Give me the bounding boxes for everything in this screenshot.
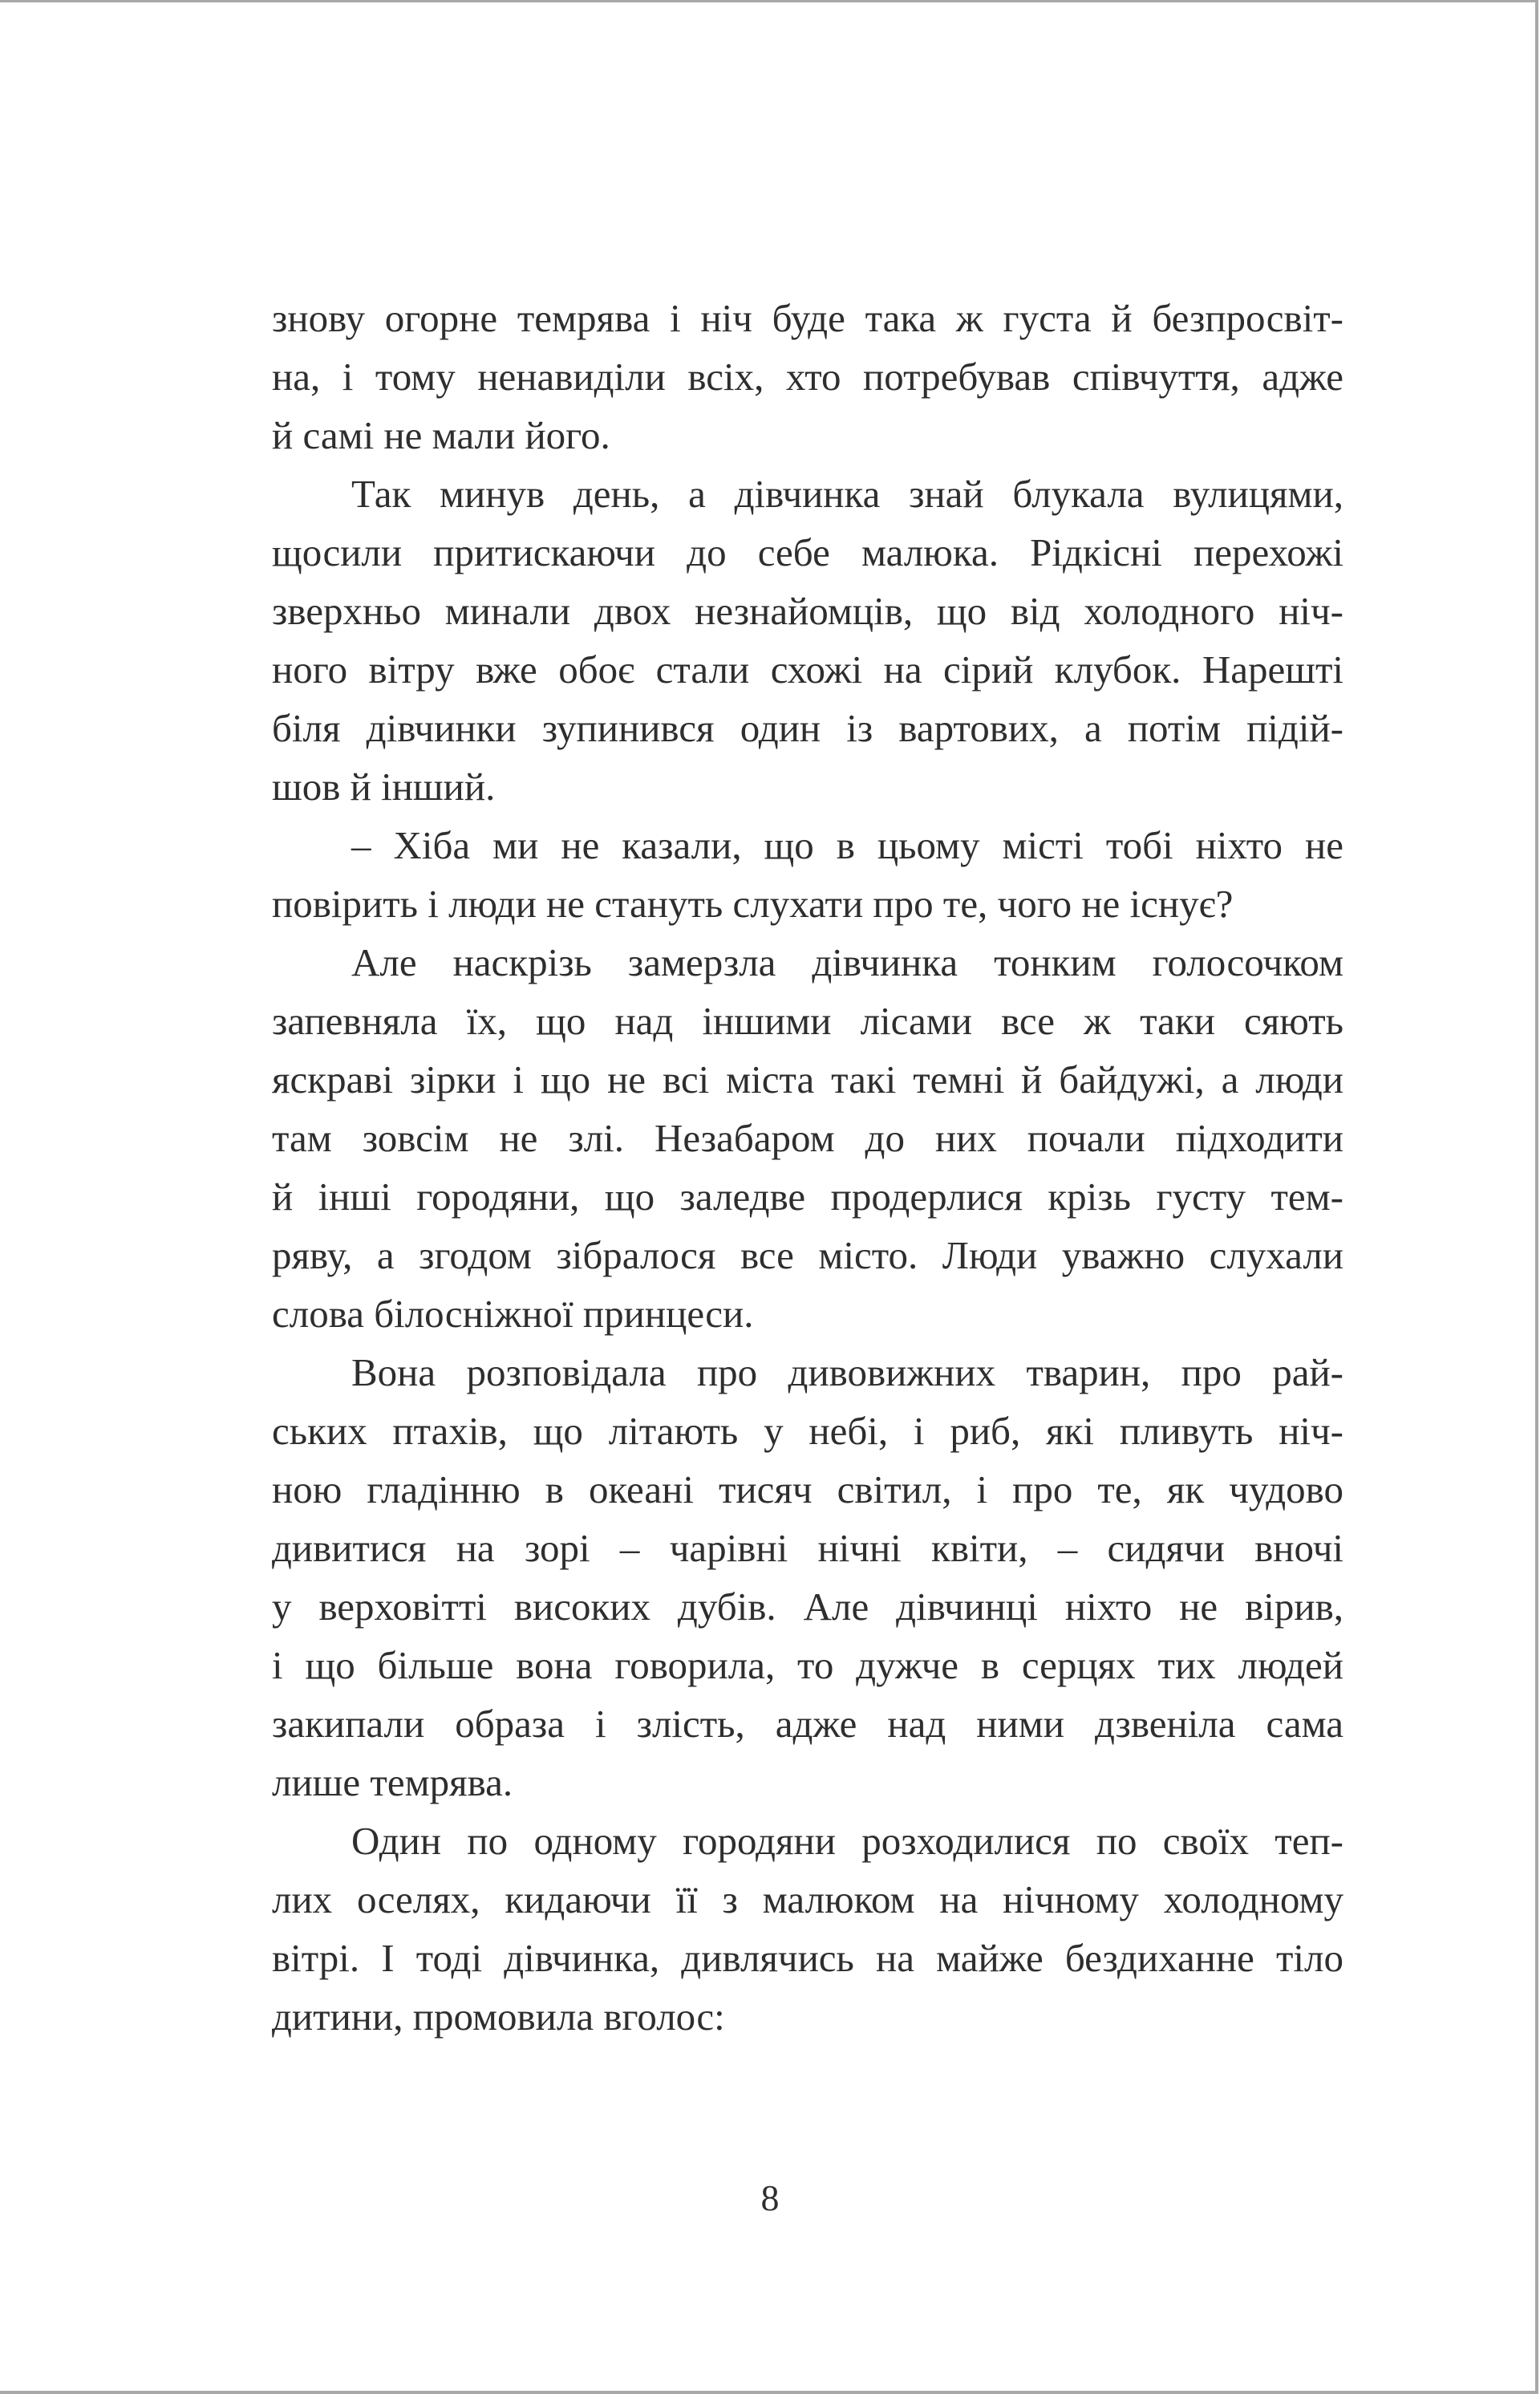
text-line: слова білосніжної принцеси. <box>272 1292 754 1336</box>
text-line: дитини, промовила вголос: <box>272 1994 725 2039</box>
text-line: Так минув день, а дівчинка знай блукала вулицями, <box>351 472 1343 516</box>
text-line: ного вітру вже обоє стали схожі на сірий клубок. Нарешті <box>272 647 1343 692</box>
body-text <box>272 289 1343 2046</box>
page-number: 8 <box>760 2177 780 2218</box>
paragraph <box>272 289 1343 465</box>
text-line: зверхньо минали двох незнайомців, що від холодного ніч- <box>272 589 1343 633</box>
paragraph <box>272 1812 1343 2046</box>
text-line: лих оселях, кидаючи її з малюком на нічному холодному <box>272 1877 1343 1921</box>
text-line: повірить і люди не стануть слухати про те, чого не існує? <box>272 882 1234 926</box>
text-line: ною гладінню в океані тисяч світил, і про те, як чудово <box>272 1467 1343 1511</box>
text-line: ських птахів, що літають у небі, і риб, які пливуть ніч- <box>272 1409 1343 1453</box>
text-line: – Хіба ми не казали, що в цьому місті тобі ніхто не <box>351 823 1343 867</box>
text-line: й самі не мали його. <box>272 413 610 457</box>
text-line: й інші городяни, що заледве продерлися крізь густу тем- <box>272 1175 1343 1219</box>
text-line: там зовсім не злі. Незабаром до них почали підходити <box>272 1116 1343 1160</box>
text-line: запевняла їх, що над іншими лісами все ж таки сяють <box>272 999 1343 1043</box>
paragraph <box>272 816 1343 933</box>
text-line: ряву, а згодом зібралося все місто. Люди уважно слухали <box>272 1233 1343 1277</box>
text-line: знову огорне темрява і ніч буде така ж густа й безпросвіт- <box>272 296 1343 340</box>
text-line: щосили притискаючи до себе малюка. Рідкісні перехожі <box>272 530 1343 574</box>
text-line: дивитися на зорі – чарівні нічні квіти, – сидячи вночі <box>272 1526 1343 1570</box>
text-line: біля дівчинки зупинився один із вартових, а потім підій- <box>272 706 1343 750</box>
paragraph <box>272 1343 1343 1812</box>
text-line: вітрі. І тоді дівчинка, дивлячись на майже бездиханне тіло <box>272 1936 1343 1980</box>
text-line: лише темрява. <box>272 1760 513 1804</box>
text-line: Але наскрізь замерзла дівчинка тонким голосочком <box>351 940 1343 984</box>
text-line: у верховітті високих дубів. Але дівчинці ніхто не вірив, <box>272 1585 1343 1629</box>
paragraph <box>272 933 1343 1343</box>
paragraph <box>272 465 1343 816</box>
text-line: і що більше вона говорила, то дужче в серцях тих людей <box>272 1643 1343 1687</box>
text-line: закипали образа і злість, адже над ними дзвеніла сама <box>272 1702 1343 1746</box>
text-line: на, і тому ненавиділи всіх, хто потребував співчуття, адже <box>272 355 1343 399</box>
text-line: шов й інший. <box>272 765 496 809</box>
text-line: яскраві зірки і що не всі міста такі темні й байдужі, а люди <box>272 1057 1343 1102</box>
text-line: Один по одному городяни розходилися по своїх теп- <box>351 1819 1343 1863</box>
text-line: Вона розповідала про дивовижних тварин, про рай- <box>351 1350 1343 1394</box>
